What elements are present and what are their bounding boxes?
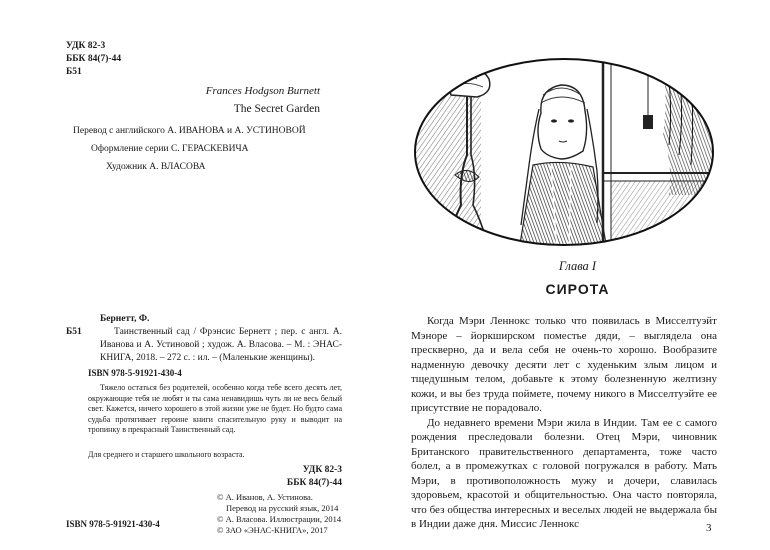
bibliographic-description: Таинственный сад / Фрэнсис Бернетт ; пер. с англ. А. Иванова и А. Устиновой ; худож. А. Власова. – М. : ЭНАС-КНИГА, 2018. – 272 с. : ил. – (Маленькие женщины). [100, 327, 342, 363]
series-design-credit: Оформление серии С. ГЕРАСКЕВИЧА [91, 144, 249, 154]
author-code: Б51 [66, 67, 82, 77]
audience-note: Для среднего и старшего школьного возраста. [88, 450, 245, 459]
copyright-line: Перевод на русский язык, 2014 [226, 503, 339, 513]
classification-codes [66, 40, 121, 79]
girl-in-doorway-illustration [411, 55, 717, 255]
page-number: 3 [706, 522, 712, 534]
bibliographic-code: Б51 [66, 327, 82, 337]
copyright-block [217, 492, 341, 536]
copyright-line: © ЗАО «ЭНАС-КНИГА», 2017 [217, 525, 328, 535]
paragraph: До недавнего времени Мэри жила в Индии. Там ее с самого рождения преследовали болезни. Отец Мэри, чиновник Британского правительственного департамента, тоже часто болел, а в промежутках с головой погружался в работу. Мать Мэри, в противоположность мужу и дочери, славилась здоровьем, красотой и общительностью. Она часто повторяла, что без общества интересных и веселых людей не выдержала бы в Индии даже дня. Миссис Леннокс [411, 416, 717, 530]
translation-credit: Перевод с английского А. ИВАНОВА и А. УСТИНОВОЙ [73, 126, 306, 136]
artist-credit: Художник А. ВЛАСОВА [106, 162, 206, 172]
isbn: ISBN 978-5-91921-430-4 [88, 368, 182, 378]
chapter-label: Глава I [558, 259, 597, 273]
copyright-line: © А. Иванов, А. Устинова. [217, 492, 313, 502]
original-title: The Secret Garden [233, 103, 320, 115]
bibliographic-author: Бернетт, Ф. [100, 314, 150, 324]
bbk-code-bottom: ББК 84(7)-44 [286, 478, 342, 488]
original-author: Frances Hodgson Burnett [205, 85, 320, 97]
udk-code: УДК 82-3 [66, 41, 106, 51]
copyright-line: © А. Власова. Иллюстрации, 2014 [217, 514, 342, 524]
bbk-code: ББК 84(7)-44 [66, 54, 122, 64]
paragraph: Когда Мэри Леннокс только что появилась в Мисселтуэйт Мэноре – йоркширском поместье дяди, – выглядела она прескверно, да и вела себя не очень-то хорошо. Вообразите надменную девочку десяти лет с худеньким злым лицом и тщедушным телом, добавьте к этому болезненную желтизну кожи, и вы без труда поймете, почему никого в Мисселтуэйте ее присутствие не порадовало. [411, 315, 717, 414]
classification-codes-bottom [250, 464, 342, 490]
isbn-bottom: ISBN 978-5-91921-430-4 [66, 519, 160, 529]
illustration-svg [411, 55, 717, 250]
chapter-body [411, 314, 717, 532]
udk-code-bottom: УДК 82-3 [302, 465, 342, 475]
annotation: Тяжело остаться без родителей, особенно когда тебе всего десять лет, окружающие тебя не любят и ты сама ненавидишь чуть ли не весь белый свет. Кажется, ничего хорошего в этой жизни уже не будет. Но будто сама судьба протягивает героине книги спасительную руку и выводит на тропинку в прекрасный Таинственный сад. [88, 383, 342, 434]
chapter-title: СИРОТА [545, 281, 610, 297]
